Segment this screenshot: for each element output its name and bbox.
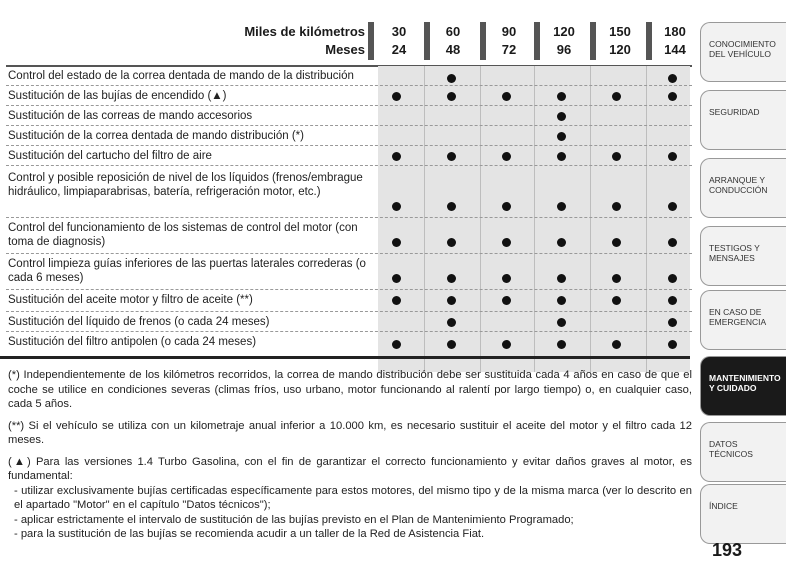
footnote-list-item: - utilizar exclusivamente bujías certificadas específicamente para estos motores, del mismo tipo y de la misma marca (ver lo descrito en el apartado "Motor" en el capítulo "Datos técnicos"); — [14, 484, 692, 511]
service-dot — [502, 92, 511, 101]
footnote-list-item: - para la sustitución de las bujías se recomienda acudir a un taller de la Red de Asistencia Fiat. — [14, 528, 485, 540]
table-row — [6, 146, 692, 166]
service-dot — [392, 152, 401, 161]
row-label: Sustitución del líquido de frenos (o cada 24 meses) — [8, 316, 270, 328]
service-dot — [668, 340, 677, 349]
service-dot — [668, 74, 677, 83]
page-number: 193 — [712, 540, 743, 560]
service-dot — [392, 202, 401, 211]
service-dot — [392, 296, 401, 305]
table-bottom-rule — [0, 356, 690, 359]
table-row — [6, 106, 692, 126]
months-col-5: 120 — [609, 42, 631, 57]
service-dot — [447, 74, 456, 83]
row-label: Control y posible reposición de nivel de los líquidos (frenos/embrague hidráulico, limpiaparabrisas, batería, refrigeración motor, etc.) — [8, 172, 363, 198]
service-dot — [502, 274, 511, 283]
service-dot — [447, 238, 456, 247]
service-dot — [557, 318, 566, 327]
service-dot — [557, 112, 566, 121]
table-row — [6, 126, 692, 146]
months-col-4: 96 — [556, 42, 572, 57]
service-dot — [612, 340, 621, 349]
service-dot — [557, 132, 566, 141]
footnote-oil-change: (**) Si el vehículo se utiliza con un kilometraje anual inferior a 10.000 km, es necesario sustituir el aceite del motor y el filtro cada 12 meses. — [8, 419, 692, 446]
months-col-1: 24 — [391, 42, 407, 57]
row-label: Sustitución de las correas de mando accesorios — [8, 110, 253, 122]
service-dot — [668, 202, 677, 211]
service-dot — [612, 152, 621, 161]
months-col-6: 144 — [664, 42, 686, 57]
service-dot — [668, 152, 677, 161]
service-dot — [392, 340, 401, 349]
km-col-3: 90 — [501, 24, 517, 39]
service-dot — [502, 202, 511, 211]
service-dot — [447, 202, 456, 211]
row-label: Sustitución del cartucho del filtro de aire — [8, 150, 212, 162]
months-header-label: Meses — [325, 42, 365, 57]
tab-testigos-mensajes[interactable]: TESTIGOS Y MENSAJES — [700, 226, 786, 286]
service-dot — [557, 92, 566, 101]
service-dot — [557, 202, 566, 211]
service-dot — [447, 92, 456, 101]
footnote-spark-plugs-intro: (▲) Para las versiones 1.4 Turbo Gasolina, con el fin de garantizar el correcto funcionamiento y evitar daños graves al motor, es fundamental: — [8, 455, 692, 482]
row-label: Sustitución del filtro antipolen (o cada 24 meses) — [8, 336, 257, 348]
tab-en-caso-emergencia[interactable]: EN CASO DE EMERGENCIA — [700, 290, 786, 350]
service-dot — [668, 274, 677, 283]
months-col-3: 72 — [501, 42, 517, 57]
service-dot — [668, 296, 677, 305]
service-dot — [392, 92, 401, 101]
service-dot — [502, 238, 511, 247]
service-dot — [557, 238, 566, 247]
tab-indice[interactable]: ÍNDICE — [700, 484, 786, 544]
table-row — [6, 254, 692, 290]
service-dot — [447, 152, 456, 161]
service-dot — [447, 274, 456, 283]
service-dot — [668, 318, 677, 327]
km-col-6: 180 — [664, 24, 686, 39]
table-row — [6, 332, 692, 354]
table-row — [6, 66, 692, 86]
service-dot — [557, 274, 566, 283]
km-col-4: 120 — [553, 24, 575, 39]
service-dot — [557, 340, 566, 349]
service-dot — [668, 238, 677, 247]
service-dot — [557, 296, 566, 305]
row-label: Control del funcionamiento de los sistemas de control del motor (con toma de diagnosis) — [8, 222, 358, 248]
tab-arranque-conduccion[interactable]: ARRANQUE Y CONDUCCIÓN — [700, 158, 786, 218]
km-col-5: 150 — [609, 24, 631, 39]
table-row — [6, 218, 692, 254]
service-dot — [447, 296, 456, 305]
service-dot — [447, 340, 456, 349]
table-row — [6, 312, 692, 332]
service-dot — [447, 318, 456, 327]
footnote-list-item: - aplicar estrictamente el intervalo de sustitución de las bujías previsto en el Plan de Mantenimiento Programado; — [14, 513, 574, 526]
row-label: Control limpieza guías inferiores de las puertas laterales correderas (o cada 6 meses) — [8, 258, 366, 284]
service-dot — [557, 152, 566, 161]
row-label: Control del estado de la correa dentada de mando de la distribución — [8, 70, 354, 82]
footnote-timing-belt: (*) Independientemente de los kilómetros recorridos, la correa de mando distribución debe ser sustituida cada 4 años en caso de que el coche se utilice en condiciones severas (climas fríos, uso urbano, motor funcionando al ralentí por largo tiempo) o, en cualquier caso, cada 5 años. — [8, 369, 692, 410]
service-dot — [612, 296, 621, 305]
tab-datos-tecnicos[interactable]: DATOS TÉCNICOS — [700, 422, 786, 482]
tab-mantenimiento-cuidado[interactable]: MANTENIMIENTO Y CUIDADO — [700, 356, 786, 416]
service-dot — [612, 274, 621, 283]
months-col-2: 48 — [445, 42, 461, 57]
table-row — [6, 290, 692, 312]
tab-seguridad[interactable]: SEGURIDAD — [700, 90, 786, 150]
km-col-2: 60 — [445, 24, 461, 39]
service-dot — [502, 152, 511, 161]
row-label: Sustitución del aceite motor y filtro de aceite (**) — [8, 294, 253, 306]
service-dot — [612, 238, 621, 247]
service-dot — [668, 92, 677, 101]
service-dot — [612, 202, 621, 211]
row-label: Sustitución de las bujías de encendido (▲) — [8, 90, 227, 102]
service-dot — [392, 238, 401, 247]
table-row — [6, 166, 692, 218]
tab-conocimiento-vehiculo[interactable]: CONOCIMIENTO DEL VEHÍCULO — [700, 22, 786, 82]
km-col-1: 30 — [391, 24, 407, 39]
footnotes — [8, 368, 692, 542]
row-label: Sustitución de la correa dentada de mando distribución (*) — [8, 130, 304, 142]
service-dot — [392, 274, 401, 283]
service-dot — [502, 340, 511, 349]
km-header-label: Miles de kilómetros — [244, 24, 365, 39]
service-dot — [612, 92, 621, 101]
service-dot — [502, 296, 511, 305]
table-row — [6, 86, 692, 106]
